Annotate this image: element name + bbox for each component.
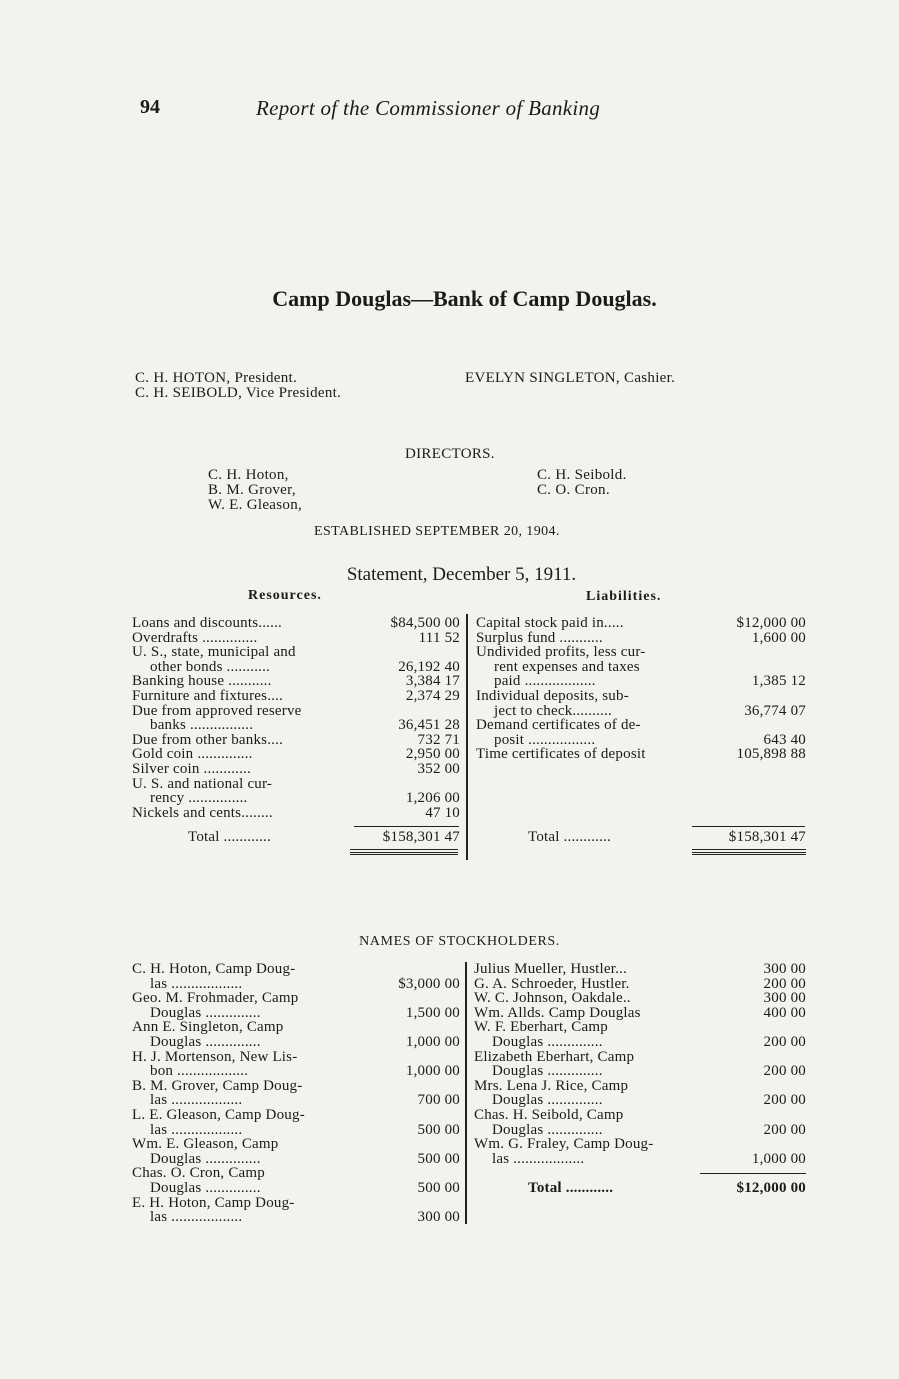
stockholder-row: [132, 1079, 460, 1094]
stockholder-row-label: Wm. E. Gleason, Camp: [132, 1136, 279, 1153]
stockholder-row: [474, 1123, 806, 1138]
resource-row: [132, 616, 460, 631]
stockholder-row: [474, 977, 806, 992]
stockholder-row-label: Geo. M. Frohmader, Camp: [132, 990, 299, 1007]
resource-row-label: Furniture and fixtures....: [132, 687, 284, 704]
stockholder-row-label: las ..................: [150, 975, 243, 992]
liability-row-label: rent expenses and taxes: [494, 658, 640, 675]
stockholder-row-label: W. C. Johnson, Oakdale..: [474, 990, 631, 1007]
stockholder-row-amount: 500 00: [417, 1121, 460, 1138]
stockholder-row: [132, 1020, 460, 1035]
liability-row-label: Undivided profits, less cur-: [476, 644, 646, 661]
liability-row-label: ject to check..........: [494, 702, 612, 719]
liability-row-label: paid ..................: [494, 673, 596, 690]
statement-title: Statement, December 5, 1911.: [346, 564, 577, 585]
resource-row: [132, 718, 460, 733]
stockholder-row-label: G. A. Schroeder, Hustler.: [474, 975, 630, 992]
liability-row-label: Time certificates of deposit: [476, 746, 646, 763]
established-date: ESTABLISHED SEPTEMBER 20, 1904.: [314, 524, 560, 539]
stockholder-row-label: E. H. Hoton, Camp Doug-: [132, 1194, 295, 1211]
page-number: 94: [140, 96, 160, 118]
resource-row-amount: $84,500 00: [390, 615, 460, 631]
stockholders-divider: [465, 962, 467, 1224]
resource-row: [132, 777, 460, 792]
stockholder-row-label: Wm. G. Fraley, Camp Doug-: [474, 1136, 654, 1153]
resource-row: [132, 704, 460, 719]
liability-row-amount: $12,000 00: [736, 615, 806, 631]
liability-row: [476, 733, 806, 748]
stockholder-row: [474, 962, 806, 977]
resources-table: [132, 616, 460, 820]
stockholder-row: [474, 1152, 806, 1167]
stockholder-row: [132, 1006, 460, 1021]
stockholders-right-table: [474, 962, 806, 1166]
liability-row: [476, 704, 806, 719]
stockholder-row-label: Julius Mueller, Hustler...: [474, 961, 627, 977]
stockholders-total-rule: [700, 1173, 806, 1174]
stockholder-row: [474, 1035, 806, 1050]
stockholder-row-amount: 300 00: [763, 961, 806, 977]
stockholder-row: [474, 1079, 806, 1094]
stockholder-row-amount: 300 00: [763, 990, 806, 1007]
stockholder-row-label: W. F. Eberhart, Camp: [474, 1019, 608, 1036]
director-name: B. M. Grover,: [208, 482, 296, 498]
stockholder-row-label: Wm. Allds. Camp Douglas: [474, 1004, 641, 1021]
stockholder-row: [132, 1108, 460, 1123]
resources-total-row: [188, 830, 460, 845]
liability-row-amount: 1,600 00: [751, 629, 806, 646]
liability-row: [476, 674, 806, 689]
bank-title: Camp Douglas—Bank of Camp Douglas.: [272, 286, 657, 311]
resource-row-label: Loans and discounts......: [132, 615, 282, 631]
stockholder-row: [132, 1152, 460, 1167]
resource-row-amount: 732 71: [417, 731, 460, 748]
resource-row-amount: 47 10: [425, 804, 460, 821]
stockholder-row-label: bon ..................: [150, 1063, 249, 1080]
stockholder-row: [474, 1137, 806, 1152]
stockholder-row-label: B. M. Grover, Camp Doug-: [132, 1077, 303, 1094]
resource-row-label: U. S., state, municipal and: [132, 644, 296, 661]
stockholder-row-amount: 200 00: [763, 1033, 806, 1050]
stockholder-row-label: Douglas ..............: [150, 1004, 261, 1021]
liability-row: [476, 616, 806, 631]
stockholder-row-label: H. J. Mortenson, New Lis-: [132, 1048, 298, 1065]
director-name: C. H. Hoton,: [208, 467, 289, 483]
directors-right-list: [537, 468, 627, 498]
resource-row-amount: 36,451 28: [398, 717, 460, 734]
liability-row-label: Capital stock paid in.....: [476, 615, 624, 631]
resource-row-amount: 2,950 00: [405, 746, 460, 763]
resource-row-amount: 111 52: [418, 629, 460, 646]
stockholder-row: [132, 1093, 460, 1108]
stockholder-row-amount: 200 00: [763, 1092, 806, 1109]
liability-row-amount: 105,898 88: [736, 746, 806, 763]
stockholder-row-amount: 200 00: [763, 1063, 806, 1080]
statement-divider: [466, 614, 468, 860]
stockholder-row: [132, 1050, 460, 1065]
liability-row: [476, 747, 806, 762]
liabilities-total-row: [528, 830, 806, 845]
liability-row-label: posit .................: [494, 731, 596, 748]
stockholder-row-label: las ..................: [150, 1092, 243, 1109]
stockholders-left-table: [132, 962, 460, 1225]
stockholder-row-label: las ..................: [150, 1209, 243, 1226]
resources-total: $158,301 47: [382, 829, 460, 845]
total-label: Total ............: [188, 829, 271, 845]
stockholder-row: [474, 1020, 806, 1035]
total-label: Total ............: [528, 1180, 614, 1196]
resource-row-amount: 26,192 40: [398, 658, 460, 675]
stockholder-row: [132, 1123, 460, 1138]
stockholder-row: [132, 1137, 460, 1152]
total-label: Total ............: [528, 829, 611, 845]
liability-row-label: Demand certificates of de-: [476, 717, 641, 734]
stockholder-row-amount: 400 00: [763, 1004, 806, 1021]
stockholder-row: [132, 1181, 460, 1196]
stockholder-row-amount: 1,000 00: [751, 1150, 806, 1167]
liability-row: [476, 689, 806, 704]
stockholders-total: $12,000 00: [736, 1180, 806, 1196]
liability-row: [476, 718, 806, 733]
stockholder-row-amount: 1,500 00: [405, 1004, 460, 1021]
stockholder-row-label: Douglas ..............: [150, 1150, 261, 1167]
resource-row-label: Silver coin ............: [132, 760, 251, 777]
liability-row-amount: 36,774 07: [744, 702, 806, 719]
stockholder-row-label: Elizabeth Eberhart, Camp: [474, 1048, 635, 1065]
stockholder-row-label: las ..................: [492, 1150, 585, 1167]
directors-left-list: [208, 468, 302, 513]
directors-heading: DIRECTORS.: [405, 446, 495, 462]
officer-vice-president: C. H. SEIBOLD, Vice President.: [135, 385, 342, 401]
resource-row: [132, 631, 460, 646]
liabilities-heading: Liabilities.: [586, 589, 662, 604]
liability-row-amount: 1,385 12: [751, 673, 806, 690]
resources-total-rule: [354, 826, 459, 827]
officer-cashier: EVELYN SINGLETON, Cashier.: [465, 370, 676, 386]
resource-row-label: Nickels and cents........: [132, 804, 273, 821]
stockholder-row: [132, 1064, 460, 1079]
stockholder-row-label: Douglas ..............: [492, 1121, 603, 1138]
resource-row-label: Banking house ...........: [132, 673, 272, 690]
resource-row: [132, 791, 460, 806]
resource-row: [132, 674, 460, 689]
stockholder-row-label: Douglas ..............: [150, 1179, 261, 1196]
stockholder-row: [474, 1006, 806, 1021]
resource-row: [132, 689, 460, 704]
resource-row-label: Overdrafts ..............: [132, 629, 258, 646]
resources-total-double-rule: [350, 849, 458, 855]
stockholder-row-label: Douglas ..............: [492, 1092, 603, 1109]
resource-row: [132, 806, 460, 821]
resource-row-amount: 3,384 17: [405, 673, 460, 690]
director-name: C. O. Cron.: [537, 482, 610, 498]
resource-row-label: Gold coin ..............: [132, 746, 253, 763]
stockholder-row-label: L. E. Gleason, Camp Doug-: [132, 1106, 305, 1123]
stockholder-row-amount: 1,000 00: [405, 1033, 460, 1050]
liabilities-total-rule: [692, 826, 805, 827]
officer-president: C. H. HOTON, President.: [135, 370, 298, 386]
stockholders-total-row: [528, 1181, 806, 1196]
stockholder-row-amount: $3,000 00: [398, 975, 460, 992]
stockholder-row: [132, 1210, 460, 1225]
liabilities-table: [476, 616, 806, 762]
stockholders-heading: NAMES OF STOCKHOLDERS.: [359, 934, 560, 949]
resource-row-amount: 352 00: [417, 760, 460, 777]
resource-row-amount: 2,374 29: [405, 687, 460, 704]
stockholder-row: [132, 977, 460, 992]
stockholder-row-amount: 200 00: [763, 1121, 806, 1138]
stockholder-row: [132, 962, 460, 977]
resource-row-label: U. S. and national cur-: [132, 775, 273, 792]
stockholder-row-label: Douglas ..............: [492, 1033, 603, 1050]
resource-row-label: banks ................: [150, 717, 254, 734]
resources-heading: Resources.: [248, 588, 322, 603]
liabilities-total: $158,301 47: [728, 829, 806, 845]
director-name: W. E. Gleason,: [208, 497, 303, 513]
stockholder-row-amount: 700 00: [417, 1092, 460, 1109]
stockholder-row: [474, 1093, 806, 1108]
stockholder-row: [474, 1050, 806, 1065]
resource-row-label: other bonds ...........: [150, 658, 271, 675]
stockholder-row-label: Chas. O. Cron, Camp: [132, 1165, 265, 1182]
resource-row-amount: 1,206 00: [405, 790, 460, 807]
stockholder-row-amount: 500 00: [417, 1150, 460, 1167]
liability-row: [476, 631, 806, 646]
resource-row: [132, 645, 460, 660]
running-header-title: Report of the Commissioner of Banking: [256, 96, 601, 120]
stockholder-row-label: Douglas ..............: [150, 1033, 261, 1050]
stockholder-row-label: Chas. H. Seibold, Camp: [474, 1106, 624, 1123]
stockholder-row: [474, 991, 806, 1006]
stockholder-row-label: Mrs. Lena J. Rice, Camp: [474, 1077, 629, 1094]
liability-row-label: Individual deposits, sub-: [476, 687, 629, 704]
stockholder-row: [474, 1108, 806, 1123]
stockholder-row: [132, 1166, 460, 1181]
stockholder-row-amount: 200 00: [763, 975, 806, 992]
stockholder-row: [132, 1035, 460, 1050]
liability-row-amount: 643 40: [763, 731, 806, 748]
stockholder-row-label: Douglas ..............: [492, 1063, 603, 1080]
stockholder-row-amount: 1,000 00: [405, 1063, 460, 1080]
liability-row: [476, 660, 806, 675]
stockholder-row: [132, 1196, 460, 1211]
stockholder-row-amount: 500 00: [417, 1179, 460, 1196]
stockholder-row-label: Ann E. Singleton, Camp: [132, 1019, 284, 1036]
stockholder-row: [474, 1064, 806, 1079]
stockholder-row-amount: 300 00: [417, 1209, 460, 1226]
stockholder-row-label: las ..................: [150, 1121, 243, 1138]
resource-row-label: Due from approved reserve: [132, 702, 302, 719]
liability-row-label: Surplus fund ...........: [476, 629, 603, 646]
stockholder-row-label: C. H. Hoton, Camp Doug-: [132, 961, 296, 977]
resource-row-label: rency ...............: [150, 790, 248, 807]
director-name: C. H. Seibold.: [537, 467, 627, 483]
liabilities-total-double-rule: [692, 849, 806, 855]
stockholder-row: [132, 991, 460, 1006]
resource-row: [132, 762, 460, 777]
liability-row: [476, 645, 806, 660]
resource-row: [132, 747, 460, 762]
resource-row: [132, 733, 460, 748]
resource-row-label: Due from other banks....: [132, 731, 284, 748]
resource-row: [132, 660, 460, 675]
